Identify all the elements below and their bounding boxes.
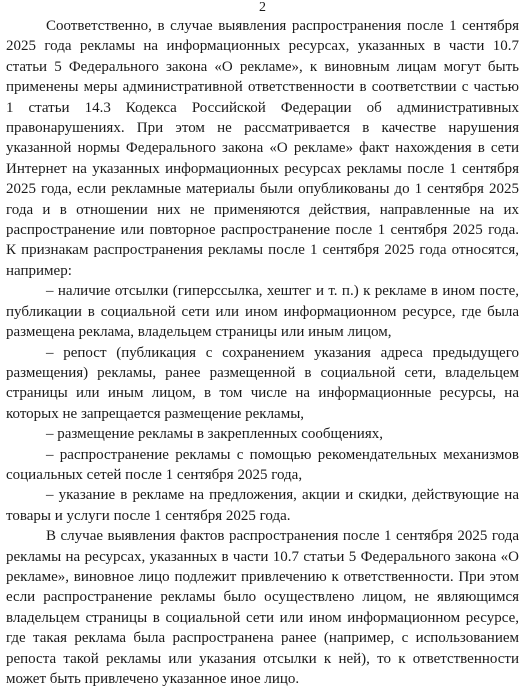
document-body	[6, 16, 519, 689]
paragraph-liability: В случае выявления фактов распространения после 1 сентября 2025 года рекламы на ресурсах, указанных в части 10.7 статьи 5 Федерального закона «О рекламе», виновное лицо подлежит привлечению к ответственности. При этом если распространение рекламы было осуществлено лицом, не являющимся владельцем страницы в социальной сети или ином информационном ресурсе, где такая реклама была распространена ранее (например, с использованием репоста такой рекламы или указания отсылки к ней), то к ответственности может быть привлечено указанное иное лицо.	[6, 528, 519, 687]
page-number: 2	[259, 0, 266, 15]
list-item-recommendation: – распространение рекламы с помощью рекомендательных механизмов социальных сетей после 1 сентября 2025 года,	[6, 446, 519, 483]
paragraph-main: Соответственно, в случае выявления распространения после 1 сентября 2025 года рекламы на информационных ресурсах, указанных в части 10.7 статьи 5 Федерального закона «О рекламе», к виновным лицам могут быть применены меры административной ответственности в соответствии с частью 1 статьи 14.3 Кодекса Российской Федерации об административных правонарушениях. При этом не рассматривается в качестве нарушения указанной нормы Федерального закона «О рекламе» факт нахождения в сети Интернет на указанных информационных ресурсах рекламы после 1 сентября 2025 года, если рекламные материалы были опубликованы до 1 сентября 2025 года и в отношении них не применяются действия, направленные на их распространение или повторное распространение после 1 сентября 2025 года. К признакам распространения рекламы после 1 сентября 2025 года относятся, например:	[6, 18, 519, 279]
list-item-offers: – указание в рекламе на предложения, акции и скидки, действующие на товары и услуги после 1 сентября 2025 года.	[6, 487, 519, 524]
list-item-pinned: – размещение рекламы в закрепленных сообщениях,	[46, 426, 383, 443]
list-item-hyperlink: – наличие отсылки (гиперссылка, хештег и т. п.) к рекламе в ином посте, публикации в социальной сети или ином информационном ресурсе, где была размещена реклама, владельцем страницы или иным лицом,	[6, 283, 519, 341]
list-item-repost: – репост (публикация с сохранением указания адреса предыдущего размещения) рекламы, ранее размещенной в социальной сети, владельцем страницы или иным лицом, в том числе на информационные ресурсы, на которых не запрещается размещение рекламы,	[6, 344, 519, 422]
